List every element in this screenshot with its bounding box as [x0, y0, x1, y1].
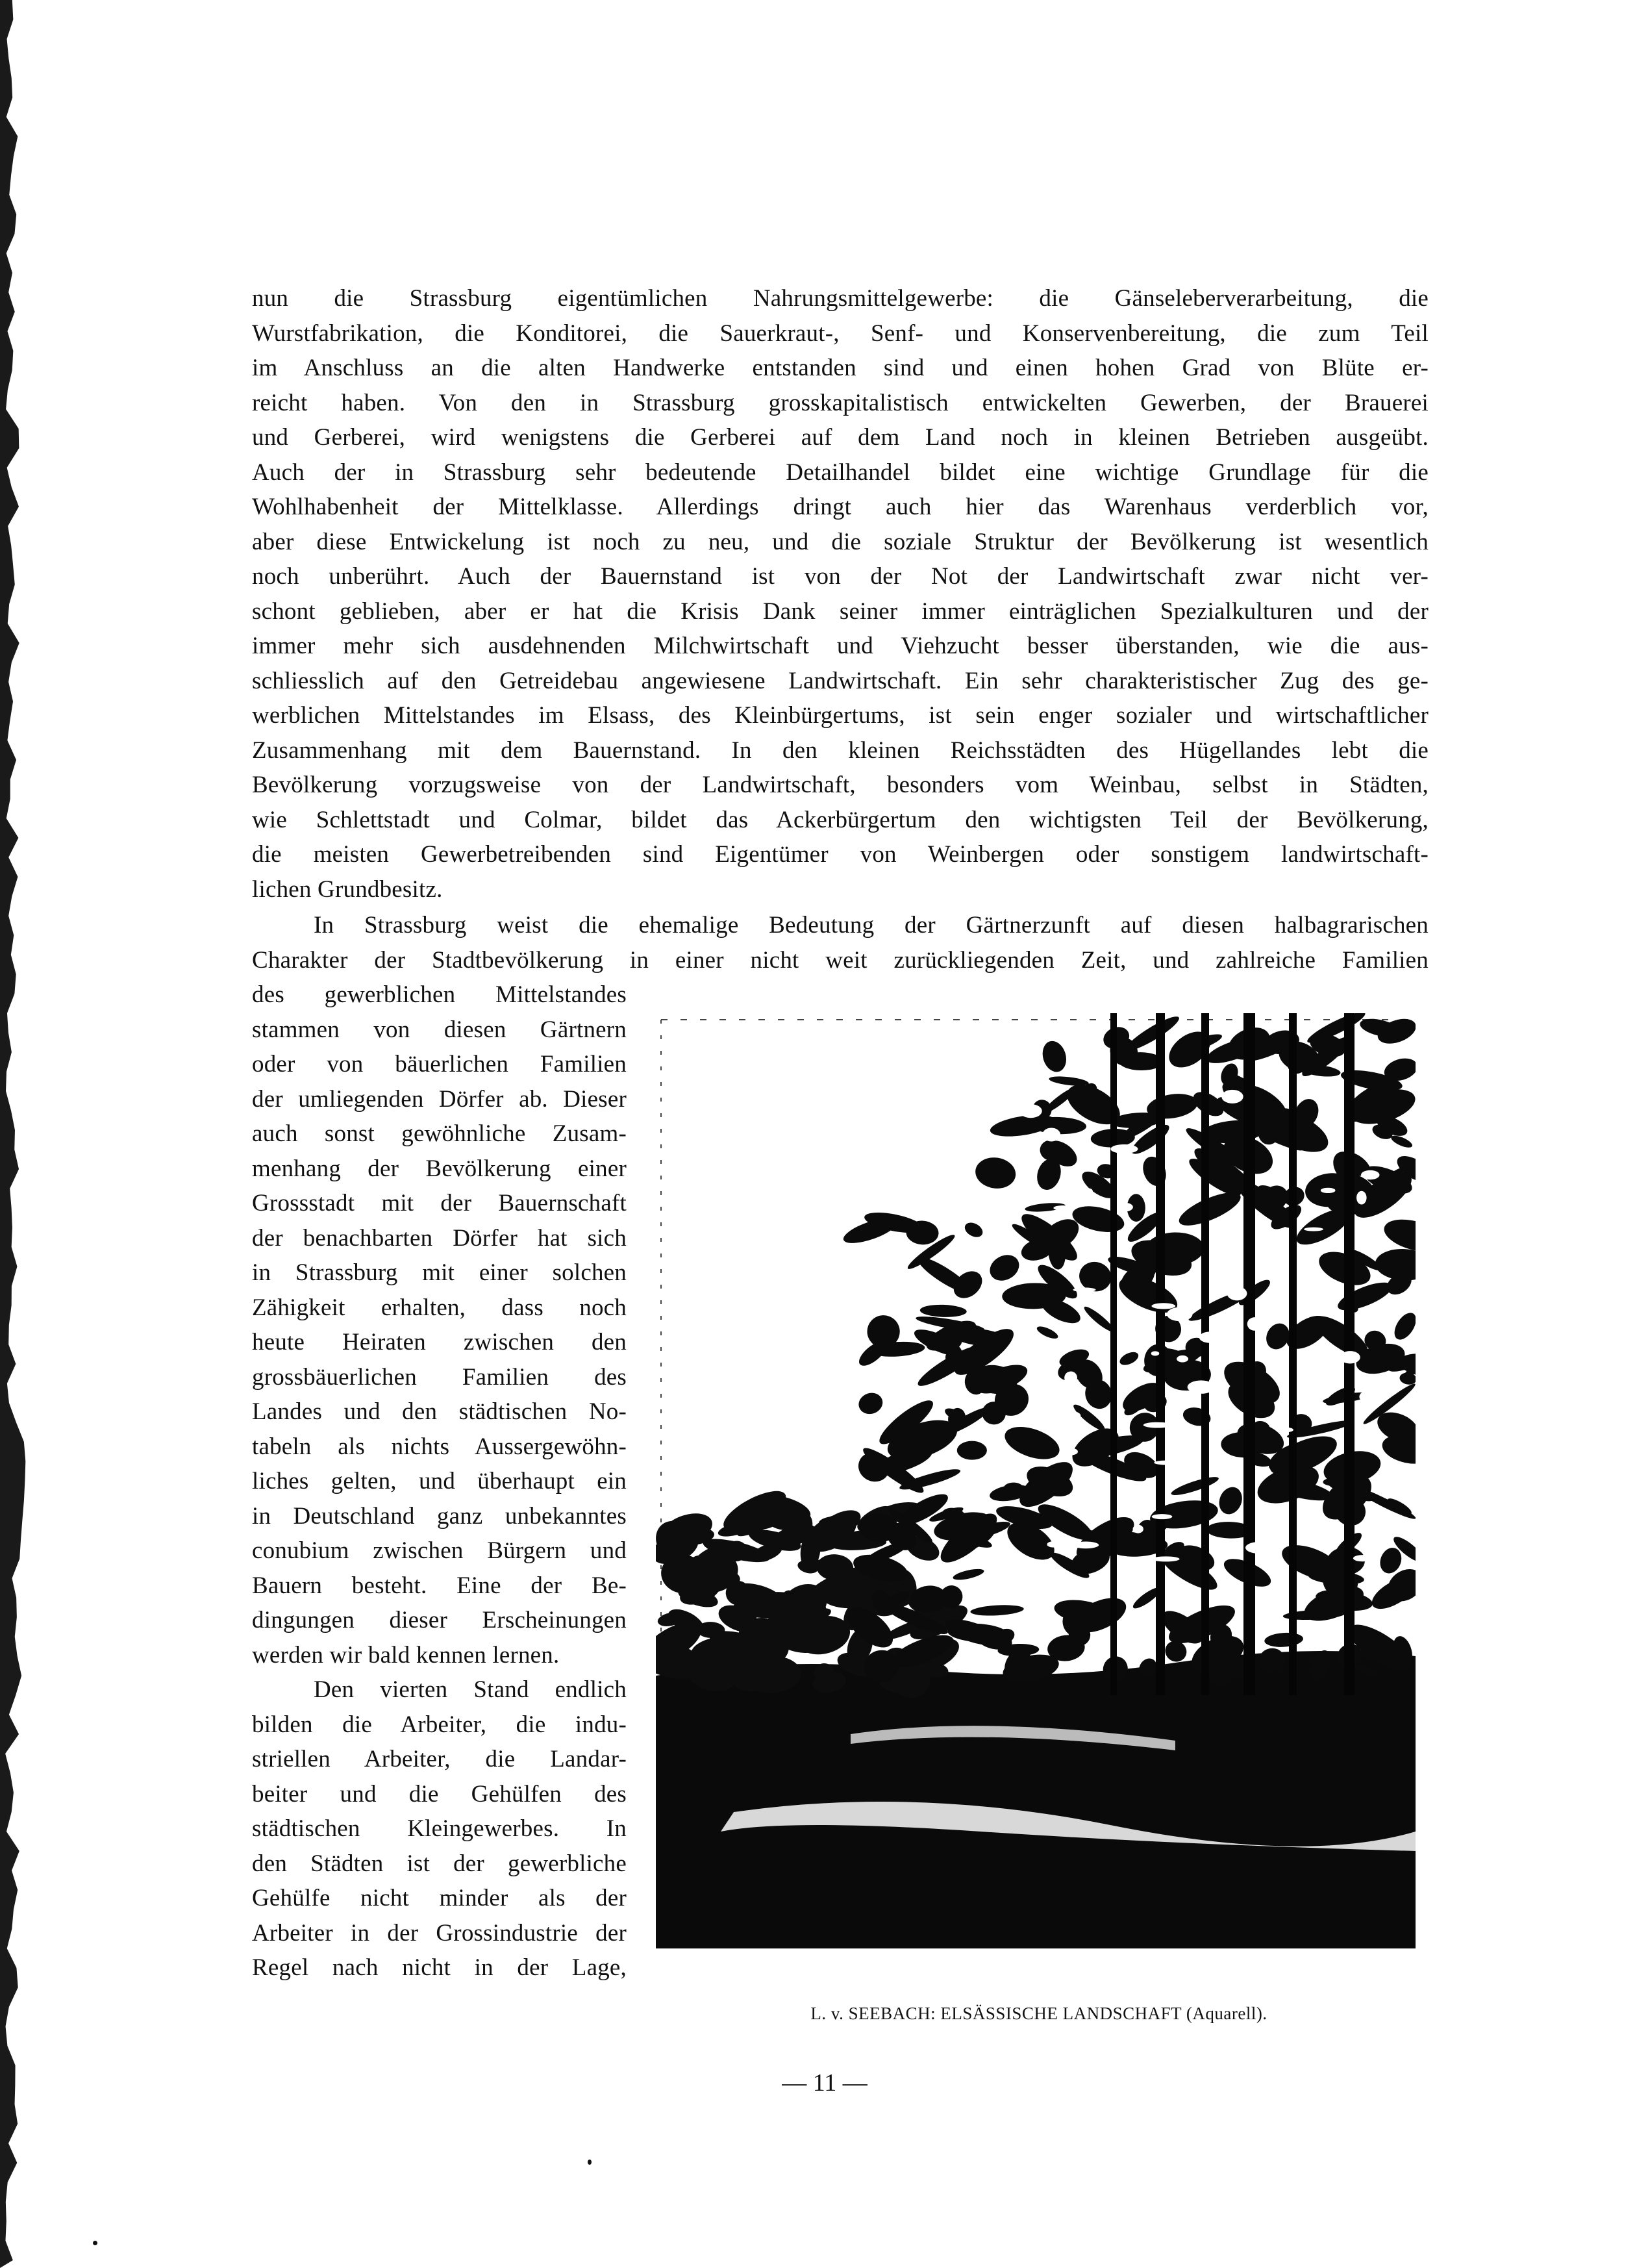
sky-gap [1064, 1411, 1080, 1420]
text-line: den Städten ist der gewerbliche [252, 1850, 627, 1877]
tree-trunk [1110, 1013, 1117, 1695]
sky-gap [1167, 1307, 1193, 1322]
text-line: Charakter der Stadtbevölkerung in einer nicht weit zurückliegenden Zeit, und zahlreiche Familien [252, 946, 1429, 974]
scan-edge-shadow [0, 0, 45, 2268]
text-line: der umliegenden Dörfer ab. Dieser [252, 1085, 627, 1113]
text-line: reicht haben. Von den in Strassburg grosskapitalistisch entwickelten Gewerben, der Brauerei [252, 389, 1429, 416]
sky-gap [1356, 1191, 1367, 1205]
text-line: oder von bäuerlichen Familien [252, 1051, 627, 1077]
sky-gap [1359, 1391, 1377, 1403]
text-line: stammen von diesen Gärtnern [252, 1016, 627, 1043]
sky-gap [1133, 1525, 1143, 1533]
sky-gap [1245, 1542, 1271, 1554]
text-line: aber diese Entwickelung ist noch zu neu, und die soziale Struktur der Bevölkerung ist wesentlich [252, 528, 1429, 555]
text-line: und Gerberei, wird wenigstens die Gerberei auf dem Land noch in kleinen Betrieben ausgeübt. [252, 424, 1429, 451]
text-line: beiter und die Gehülfen des [252, 1780, 627, 1808]
text-line: schliesslich auf den Getreidebau angewiesene Landwirtschaft. Ein sehr charakteristischer Zug des ge- [252, 667, 1429, 694]
text-line: des gewerblichen Mittelstandes [252, 981, 627, 1008]
foliage-right [957, 1441, 987, 1460]
sky-gap [1143, 1422, 1171, 1428]
sky-gap [1179, 1083, 1195, 1092]
text-line: dingungen dieser Erscheinungen [252, 1607, 627, 1633]
text-line: Arbeiter in der Grossindustrie der [252, 1919, 627, 1947]
sky-gap [1084, 1188, 1093, 1194]
text-line: werblichen Mittelstandes im Elsass, des Kleinbürgertums, ist sein enger sozialer und wirtschaftlicher [252, 702, 1429, 729]
sky-gap [1110, 1144, 1138, 1153]
tree-trunk [1243, 1013, 1255, 1695]
text-line: menhang der Bevölkerung einer [252, 1155, 627, 1182]
sky-gap [1151, 1351, 1160, 1355]
sky-gap [1227, 1287, 1247, 1301]
text-line: Zusammenhang mit dem Bauernstand. In den kleinen Reichsstädten des Hügellandes lebt die [252, 737, 1429, 764]
text-line: die meisten Gewerbetreibenden sind Eigentümer von Weinbergen oder sonstigem landwirtschaft- [252, 841, 1429, 868]
text-line: heute Heiraten zwischen den [252, 1329, 627, 1355]
text-line: Wohlhabenheit der Mittelklasse. Allerdings dringt auch hier das Warenhaus verderblich vor, [252, 494, 1429, 520]
text-line: Bevölkerung vorzugsweise von der Landwirtschaft, besonders vom Weinbau, selbst in Städten, [252, 772, 1429, 798]
text-line: Wurstfabrikation, die Konditorei, die Sauerkraut-, Senf- und Konservenbereitung, die zum Teil [252, 320, 1429, 347]
text-line: striellen Arbeiter, die Landar- [252, 1746, 627, 1772]
sky-gap [1151, 1303, 1175, 1309]
sky-gap [1042, 1128, 1060, 1141]
text-line: schont geblieben, aber er hat die Krisis Dank seiner immer einträglichen Spezialkulturen und der [252, 598, 1429, 625]
page-number: — 11 — [782, 2069, 868, 2097]
sky-gap [1304, 1228, 1323, 1231]
sky-gap [1321, 1188, 1336, 1193]
text-line: In Strassburg weist die ehemalige Bedeutung der Gärtnerzunft auf diesen halbagrarischen [314, 912, 1429, 939]
sky-gap [1019, 1104, 1042, 1118]
sky-gap [1117, 1203, 1133, 1211]
text-line: Bauern besteht. Eine der Be- [252, 1572, 627, 1599]
sky-gap [1247, 1317, 1262, 1331]
sky-gap [1152, 1514, 1173, 1519]
text-line: liches gelten, und überhaupt ein [252, 1468, 627, 1494]
figure-landscape-watercolor [656, 1013, 1416, 1955]
tree-trunk [1289, 1013, 1297, 1695]
sky-gap [1064, 1371, 1077, 1384]
text-line: conubium zwischen Bürgern und [252, 1537, 627, 1564]
text-line: noch unberührt. Auch der Bauernstand ist von der Not der Landwirtschaft zwar nicht ver- [252, 563, 1429, 590]
sky-gap [1177, 1355, 1188, 1363]
sky-gap [1053, 1205, 1071, 1211]
sky-gap [1154, 1461, 1178, 1465]
sky-gap [1280, 1428, 1293, 1432]
sky-gap [1047, 1541, 1060, 1547]
text-line: in Strassburg mit einer solchen [252, 1259, 627, 1286]
sky-gap [1152, 1556, 1179, 1561]
text-line: nun die Strassburg eigentümlichen Nahrungsmittelgewerbe: die Gänseleberverarbeitung, die [252, 285, 1429, 312]
figure-caption: L. v. SEEBACH: ELSÄSSISCHE LANDSCHAFT (Aquarell). [810, 2004, 1267, 2023]
text-line: städtischen Kleingewerbes. In [252, 1815, 627, 1842]
text-line: Auch der in Strassburg sehr bedeutende Detailhandel bildet eine wichtige Grundlage für die [252, 459, 1429, 486]
text-line: in Deutschland ganz unbekanntes [252, 1502, 627, 1530]
text-line: der benachbarten Dörfer hat sich [252, 1224, 627, 1252]
text-line: im Anschluss an die alten Handwerke entstanden sind und einen hohen Grad von Blüte er- [252, 355, 1429, 381]
sky-gap [1066, 1448, 1078, 1455]
text-line: lichen Grundbesitz. [252, 876, 443, 903]
text-line: Den vierten Stand endlich [314, 1676, 627, 1703]
text-line: tabeln als nichts Aussergewöhn- [252, 1433, 627, 1460]
landscape-illustration [656, 1013, 1416, 1955]
text-line: bilden die Arbeiter, die indu- [252, 1711, 627, 1738]
sky-gap [1306, 1299, 1324, 1307]
text-line: Grossstadt mit der Bauernschaft [252, 1190, 627, 1216]
sky-gap [1353, 1555, 1373, 1561]
text-line: Regel nach nicht in der Lage, [252, 1954, 627, 1981]
text-line: Zähigkeit erhalten, dass noch [252, 1294, 627, 1321]
scan-edge-path [0, 0, 25, 2268]
sky-gap [1340, 1351, 1360, 1363]
scan-speck [588, 2160, 592, 2165]
sky-gap [1062, 1421, 1081, 1433]
dark-ground [656, 1651, 1416, 1948]
sky-gap [1188, 1380, 1215, 1393]
sky-gap [1221, 1090, 1243, 1103]
text-line: immer mehr sich ausdehnenden Milchwirtschaft und Viehzucht besser überstanden, wie die aus- [252, 633, 1429, 659]
text-line: werden wir bald kennen lernen. [252, 1641, 560, 1669]
sky-gap [1262, 1248, 1280, 1259]
sky-gap [1361, 1170, 1380, 1179]
text-line: Gehülfe nicht minder als der [252, 1885, 627, 1911]
text-line: auch sonst gewöhnliche Zusam- [252, 1120, 627, 1147]
scan-speck [93, 2241, 97, 2245]
tree-trunk [1201, 1013, 1209, 1695]
sky-gap [1073, 1287, 1095, 1292]
text-line: wie Schlettstadt und Colmar, bildet das Ackerbürgertum den wichtigsten Teil der Bevölkerung, [252, 806, 1429, 833]
sky-gap [1199, 1331, 1222, 1342]
text-line: grossbäuerlichen Familien des [252, 1363, 627, 1391]
text-line: Landes und den städtischen No- [252, 1398, 627, 1425]
sky-gap [1073, 1541, 1099, 1548]
